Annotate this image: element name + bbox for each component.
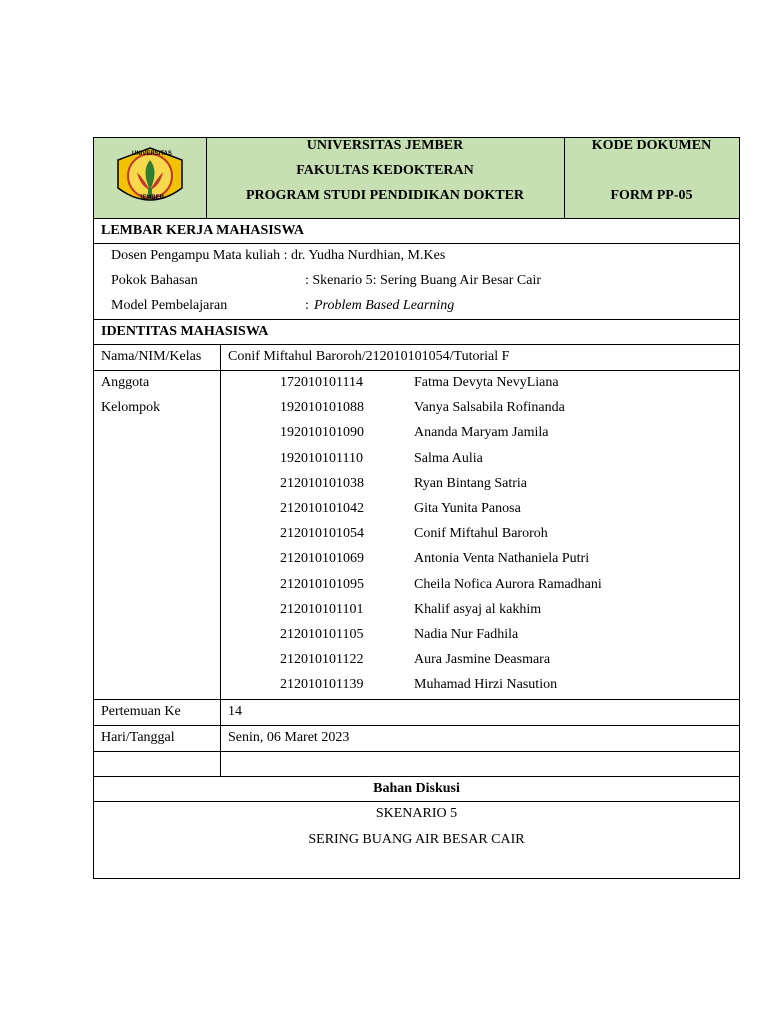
member-name: Khalif asyaj al kakhim	[414, 601, 542, 617]
member-nim: 192010101088	[280, 400, 364, 416]
scenario-title: SERING BUANG AIR BESAR CAIR	[308, 832, 525, 847]
discussion-title: Bahan Diskusi	[93, 777, 740, 802]
member-name: Antonia Venta Nathaniela Putri	[414, 551, 590, 567]
group-label-2: Kelompok	[101, 400, 161, 415]
model-label: Model Pembelajaran	[111, 298, 228, 313]
lecturer-line: Dosen Pengampu Mata kuliah : dr. Yudha Nurdhian, M.Kes	[111, 248, 446, 263]
empty-row	[93, 752, 740, 777]
member-nim: 212010101139	[280, 677, 364, 693]
member-name: Vanya Salsabila Rofinanda	[414, 400, 565, 416]
member-nim: 212010101038	[280, 475, 364, 491]
form-header	[93, 137, 740, 219]
date-value: Senin, 06 Maret 2023	[228, 730, 350, 745]
worksheet-info	[93, 244, 740, 320]
member-nim: 212010101101	[280, 601, 364, 617]
meeting-value: 14	[228, 704, 242, 719]
column-divider	[220, 752, 221, 776]
member-nim: 212010101042	[280, 501, 364, 516]
member-nim: 212010101105	[280, 627, 364, 642]
header-institution	[206, 138, 565, 218]
identity-title: IDENTITAS MAHASISWA	[93, 320, 740, 345]
member-nim: 212010101122	[280, 652, 364, 668]
group-label-1: Anggota	[101, 375, 150, 390]
logo-cell	[94, 138, 207, 218]
name-value: Conif Miftahul Baroroh/212010101054/Tutorial F	[228, 349, 510, 364]
member-nim: 172010101114	[280, 375, 363, 390]
member-nim: 212010101095	[280, 576, 364, 592]
column-divider	[220, 371, 221, 699]
member-nim: 192010101110	[280, 450, 363, 466]
discussion-content	[93, 802, 740, 879]
topic-label: Pokok Bahasan	[111, 273, 198, 288]
member-name: Salma Aulia	[414, 450, 483, 466]
scenario-number: SKENARIO 5	[375, 806, 458, 821]
meeting-label: Pertemuan Ke	[101, 704, 181, 719]
member-name: Muhamad Hirzi Nasution	[414, 677, 558, 693]
member-name: Nadia Nur Fadhila	[414, 627, 519, 642]
member-name: Aura Jasmine Deasmara	[414, 652, 551, 668]
model-colon: :	[305, 298, 313, 313]
program-name: PROGRAM STUDI PENDIDIKAN DOKTER	[245, 188, 525, 203]
member-name: Gita Yunita Panosa	[414, 501, 521, 516]
header-doc-code	[564, 138, 739, 218]
member-name: Cheila Nofica Aurora Ramadhani	[414, 576, 602, 592]
date-label: Hari/Tanggal	[101, 730, 175, 745]
faculty-name: FAKULTAS KEDOKTERAN	[296, 163, 474, 178]
member-nim: 212010101054	[280, 526, 364, 542]
date-row	[93, 726, 740, 752]
logo-text-bottom: JEMBER	[139, 195, 165, 201]
column-divider	[220, 345, 221, 370]
group-members-row	[93, 371, 740, 700]
member-name: Conif Miftahul Baroroh	[414, 526, 548, 542]
column-divider	[220, 700, 221, 725]
member-name: Fatma Devyta NevyLiana	[414, 375, 559, 390]
model-value: Problem Based Learning	[314, 298, 455, 313]
university-logo-icon	[94, 138, 206, 218]
university-name: UNIVERSITAS JEMBER	[306, 138, 464, 153]
topic-value: : Skenario 5: Sering Buang Air Besar Cair	[305, 273, 542, 288]
name-row	[93, 345, 740, 371]
member-nim: 212010101069	[280, 551, 364, 567]
name-label: Nama/NIM/Kelas	[101, 349, 202, 364]
doc-code-label: KODE DOKUMEN	[591, 138, 712, 153]
meeting-row	[93, 700, 740, 726]
member-name: Ryan Bintang Satria	[414, 475, 527, 491]
form-code: FORM PP-05	[610, 188, 693, 203]
column-divider	[220, 726, 221, 751]
member-name: Ananda Maryam Jamila	[414, 425, 549, 441]
member-nim: 192010101090	[280, 425, 364, 441]
worksheet-title: LEMBAR KERJA MAHASISWA	[93, 219, 740, 244]
logo-text-top: UNIVERSITAS	[132, 151, 172, 157]
